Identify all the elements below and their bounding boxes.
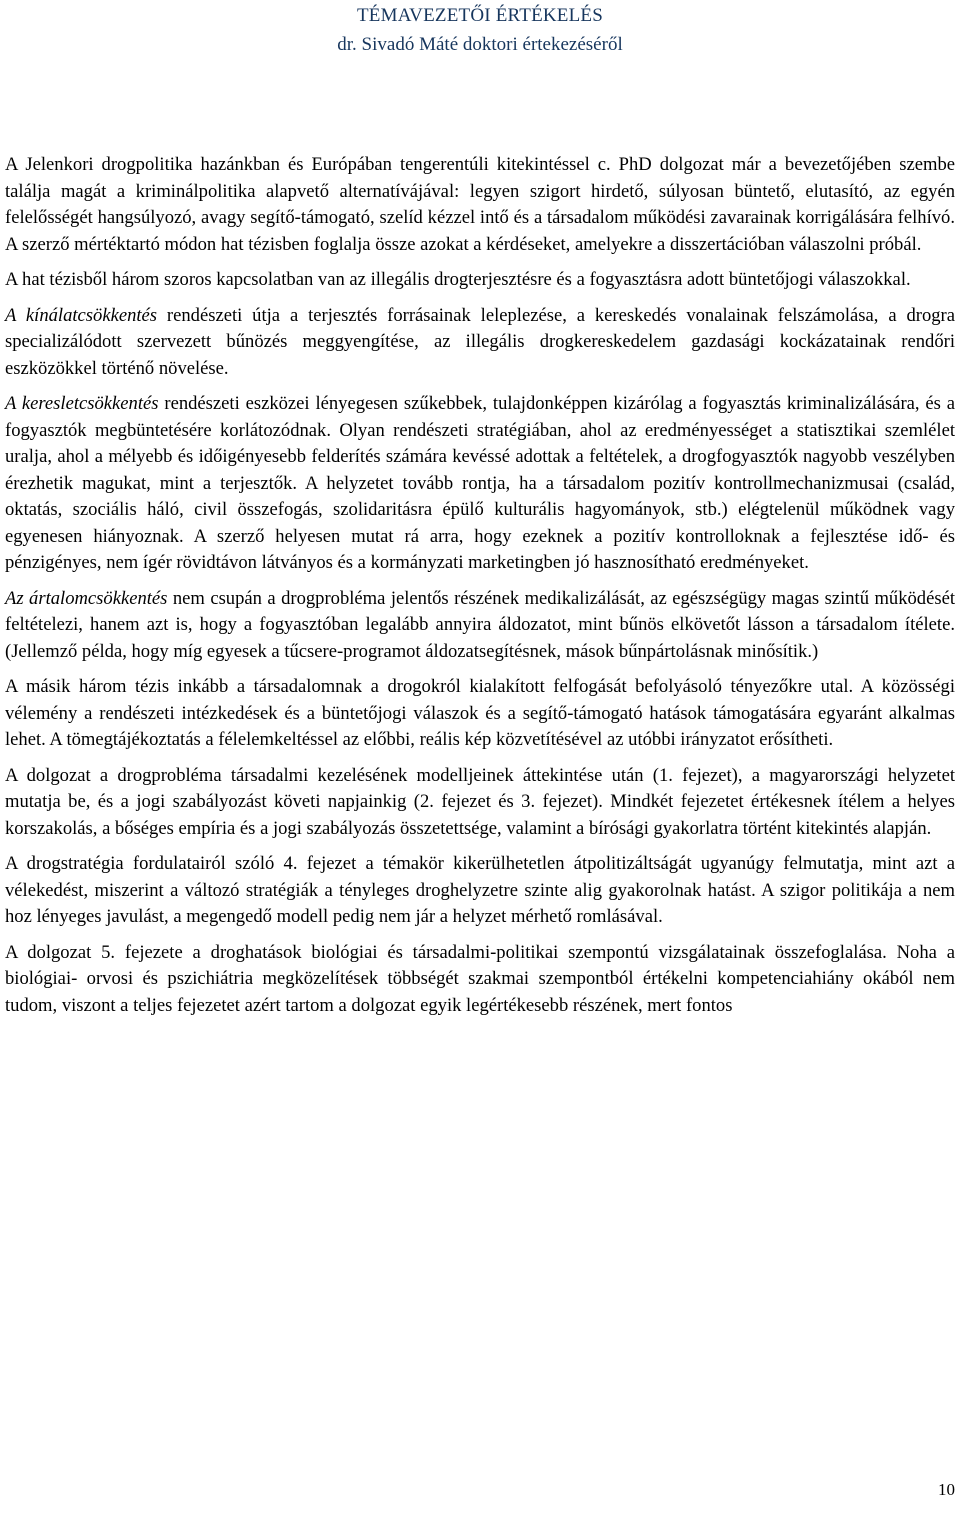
term-supply-reduction: A kínálatcsökkentés: [5, 304, 158, 326]
paragraph: A drogstratégia fordulatairól szóló 4. fejezet a témakör kikerülhetetlen átpolitizáltságát ugyanúgy felmutatja, mint azt a vélekedést, miszerint a változó stratégiák a tényleges droghelyzetre szinte alig gyakorolnak hatást. A szigor politikája a nem hoz lényeges javulást, a megengedő modell pedig nem jár a helyzet mérhető romlásával.: [5, 853, 955, 927]
paragraph: A dolgozat 5. fejezete a droghatások biológiai és társadalmi-politikai szempontú vizsgálatainak összefoglalása. Noha a biológiai- orvosi és pszichiátria megközelítések többségét szakmai szempontból értékelni kompetenciahiány okából nem tudom, viszont a teljes fejezetet azért tartom a dolgozat egyik legértékesebb részének, mert fontos: [5, 941, 955, 1016]
paragraph: A másik három tézis inkább a társadalomnak a drogokról kialakított felfogását befolyásoló tényezőkre utal. A közösségi vélemény a rendészeti intézkedések és a büntetőjogi válaszok és a segítő-támogató hatások támogatására egyaránt alkalmas lehet. A tömegtájékoztatás a félelemkeltéssel az előbbi, reális kép közvetítésével az utóbbi irányzatot erősítheti.: [5, 676, 955, 750]
term-harm-reduction: Az ártalomcsökkentés: [5, 587, 168, 609]
header-subtitle: dr. Sivadó Máté doktori értekezéséről: [337, 34, 623, 55]
paragraph-demand-reduction: A keresletcsökkentés rendészeti eszközei lényegesen szűkebbek, tulajdonképpen kizárólag a fogyasztás kriminalizálására, és a fogyasztók megbüntetésére korlátozódnak. Olyan rendészeti stratégiában, ahol az eredményességet a statisztikai szemlélet uralja, ahol a mélyebb és időigényesebb felderítés számára kevéssé adottak a feltételek, a drogfogyasztók nagyobb veszélyben érezhetik magukat, mint a terjesztők. A helyzetet tovább rontja, ha a társadalom pozitív kontrollmechanizmusai (család, oktatás, szociális háló, civil összefogás, szolidaritásra épülő kulturális hagyományok, stb.) elégtelenül működnek vagy egyenesen hiányoznak. A szerző helyesen mutat rá arra, hogy ezeknek a pozitív kontrolloknak a fejlesztése idő- és pénzigényes, nem ígér rövidtávon látványos és a kormányzati marketingben jó hasznosítható eredményeket.: [5, 393, 956, 573]
document-page: [5, 0, 955, 1513]
paragraph-supply-reduction: A kínálatcsökkentés rendészeti útja a terjesztés forrásainak leleplezése, a kereskedés vonalainak felszámolása, a drogra specializálódott szervezett bűnözés meggyengítése, az illegális drogkereskedelem gazdasági kockázatainak rendőri eszközökkel történő növelése.: [5, 304, 955, 379]
paragraph-harm-reduction: Az ártalomcsökkentés nem csupán a drogprobléma jelentős részének medikalizálását, az egészségügy magas szintű működését feltételezi, hanem azt is, hogy a fogyasztóban legalább annyira áldozatot, mint bűnös elkövetőt lásson a társadalom ítélete. (Jellemző példa, hogy míg egyesek a tűcsere-programot áldozatsegítésnek, mások bűnpártolásnak minősítik.): [5, 587, 956, 662]
body-text: [5, 152, 955, 1028]
paragraph: A hat tézisből három szoros kapcsolatban van az illegális drogterjesztésre és a fogyasztásra adott büntetőjogi válaszokkal.: [5, 269, 911, 290]
page-number: 10: [938, 1480, 955, 1499]
header-title: TÉMAVEZETŐI ÉRTÉKELÉS: [357, 5, 603, 26]
page-header: [5, 0, 955, 59]
paragraph: A dolgozat a drogprobléma társadalmi kezelésének modelljeinek áttekintése után (1. fejezet), a magyarországi helyzetet mutatja be, és a jogi szabályozást követi napjainkig (2. fejezet és 3. fejezet). Mindkét fejezetet értékesnek ítélem a helyes korszakolás, a bőséges empíria és a jogi szabályozás összetettsége, valamint a bírósági gyakorlatra történt kitekintés alapján.: [5, 764, 955, 839]
paragraph: A Jelenkori drogpolitika hazánkban és Európában tengerentúli kitekintéssel c. PhD dolgozat már a bevezetőjében szembe találja magát a kriminálpolitika alapvető alternatívájával: legyen szigort hirdető, súlyosan büntető, elutasító, az egyén felelősségét hangsúlyozó, avagy segítő-támogató, szelíd kézzel intő és a társadalom működési zavarainak korrigálására felhívó. A szerző mértéktartó módon hat tézisben foglalja össze azokat a kérdéseket, amelyekre a disszertációban válaszolni próbál.: [5, 154, 955, 255]
term-demand-reduction: A keresletcsökkentés: [5, 393, 159, 414]
